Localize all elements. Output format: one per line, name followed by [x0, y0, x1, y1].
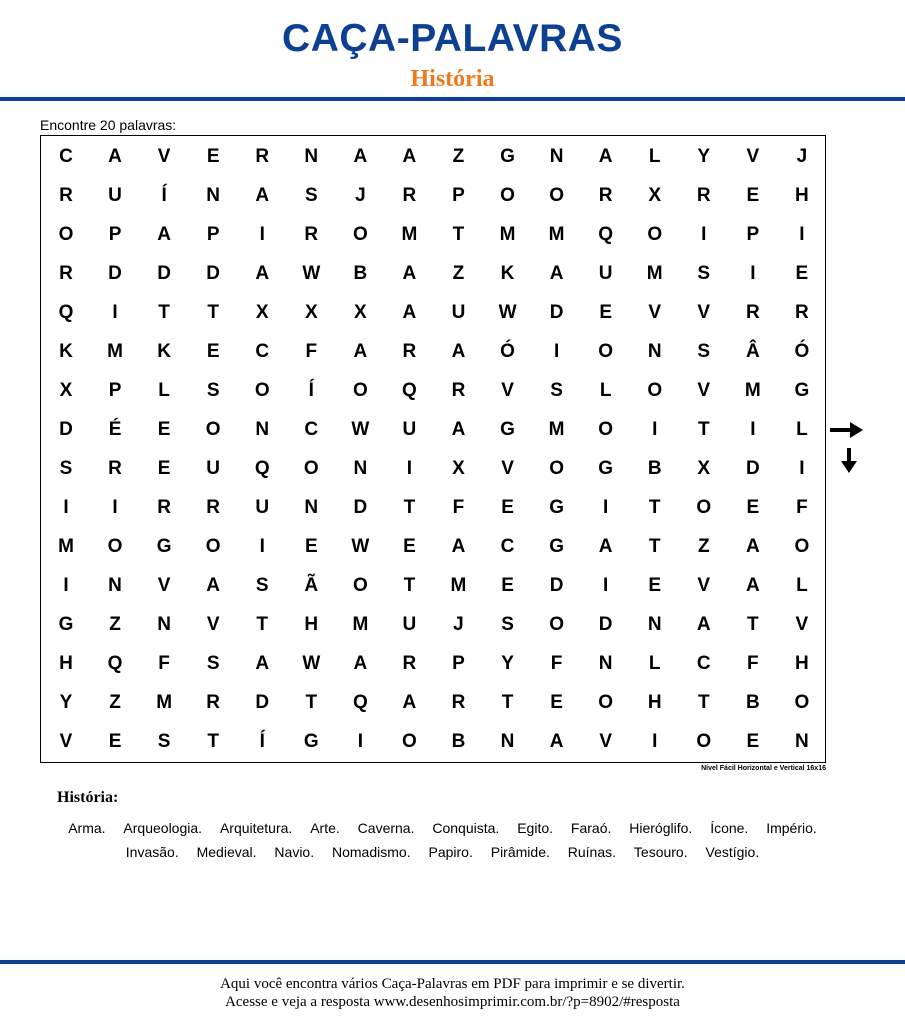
grid-letter: P	[746, 223, 760, 245]
grid-letter: A	[255, 653, 270, 675]
grid-letter: R	[206, 496, 221, 518]
grid-letter: V	[697, 575, 711, 597]
grid-letter: Ó	[794, 340, 810, 362]
grid-letter: A	[549, 731, 564, 753]
grid-letter: D	[255, 692, 270, 714]
grid-letter: E	[304, 536, 318, 557]
grid-letter: Q	[58, 301, 74, 323]
grid-letter: O	[549, 614, 564, 636]
grid-letter: E	[501, 496, 514, 518]
grid-letter: M	[646, 262, 663, 284]
grid-letter: E	[206, 145, 220, 167]
grid-letter: I	[112, 496, 118, 518]
word-list-item: Papiro.	[428, 844, 473, 860]
grid-letter: O	[696, 496, 712, 518]
word-list	[55, 816, 830, 864]
grid-letter: N	[647, 614, 662, 636]
grid-letter: J	[796, 145, 808, 167]
grid-letter: Y	[697, 145, 711, 167]
grid-letter: S	[697, 340, 711, 362]
page-title: CAÇA-PALAVRAS	[282, 17, 623, 60]
grid-letter: O	[549, 184, 564, 206]
grid-letter: C	[500, 536, 515, 557]
grid-letter: L	[796, 418, 808, 440]
grid-letter: E	[157, 457, 171, 479]
grid-letter: I	[63, 496, 69, 518]
grid-letter: B	[451, 731, 466, 753]
grid-letter: E	[403, 536, 416, 557]
grid-letter: X	[255, 301, 269, 323]
grid-letter: T	[403, 575, 416, 597]
grid-letter: T	[747, 614, 759, 636]
grid-letter: O	[352, 575, 368, 597]
grid-letter: U	[598, 262, 613, 284]
grid-letter: X	[452, 457, 465, 479]
grid-letter: Z	[452, 262, 465, 284]
grid-letter: L	[648, 145, 661, 167]
grid-letter: O	[794, 692, 810, 714]
grid-letter: I	[63, 575, 69, 597]
grid-letter: A	[108, 145, 122, 167]
grid-letter: S	[304, 184, 318, 206]
grid-letter: E	[108, 731, 122, 753]
grid-letter: S	[59, 457, 73, 479]
grid-letter: D	[108, 262, 122, 284]
grid-letter: Q	[254, 457, 270, 479]
grid-letter: N	[353, 457, 368, 479]
grid-letter: N	[549, 145, 564, 167]
grid-letter: M	[548, 418, 565, 440]
grid-letter: N	[108, 575, 122, 597]
grid-letter: D	[206, 262, 221, 284]
arrow-right-icon	[830, 421, 864, 439]
grid-letter: O	[205, 536, 221, 557]
grid-letter: B	[353, 262, 368, 284]
grid-letter: T	[452, 223, 465, 245]
grid-letter: S	[255, 575, 269, 597]
grid-letter: O	[794, 536, 810, 557]
grid-letter: A	[745, 575, 760, 597]
grid-letter: H	[795, 653, 809, 675]
grid-letter: S	[157, 731, 171, 753]
grid-letter: I	[799, 457, 805, 479]
grid-letter: I	[553, 340, 560, 362]
grid-letter: M	[744, 379, 761, 401]
grid-letter: N	[647, 340, 662, 362]
grid-letter: A	[451, 418, 466, 440]
grid-letter: Í	[308, 379, 314, 401]
grid-letter: I	[259, 223, 265, 245]
grid-letter: É	[108, 418, 122, 440]
grid-letter: L	[599, 379, 612, 401]
grid-letter: C	[59, 145, 73, 167]
grid-letter: G	[794, 379, 810, 401]
grid-letter: V	[648, 301, 662, 323]
grid-letter: R	[402, 184, 417, 206]
grid-letter: M	[548, 223, 565, 245]
word-list-item: Medieval.	[196, 844, 257, 860]
grid-letter: W	[351, 536, 370, 557]
grid-letter: Ã	[304, 575, 319, 597]
grid-letter: T	[501, 692, 514, 714]
grid-letter: O	[352, 223, 368, 245]
grid-letter: X	[59, 379, 73, 401]
grid-letter: H	[59, 653, 73, 675]
grid-letter: L	[648, 653, 661, 675]
grid-letter: G	[598, 457, 614, 479]
grid-letter: M	[401, 223, 418, 245]
grid-letter: V	[59, 731, 73, 753]
grid-letter: A	[745, 536, 760, 557]
grid-letter: T	[648, 496, 661, 518]
word-list-item: Egito.	[517, 820, 554, 836]
grid-letter: T	[207, 301, 219, 323]
grid-letter: N	[255, 418, 270, 440]
grid-letter: L	[796, 575, 808, 597]
grid-letter: V	[206, 614, 220, 636]
grid-letter: I	[603, 496, 609, 518]
grid-letter: Y	[59, 692, 73, 714]
grid-letter: N	[304, 496, 319, 518]
grid-letter: W	[351, 418, 370, 440]
word-list-item: Hieróglifo.	[629, 820, 693, 836]
grid-letter: P	[108, 223, 122, 245]
grid-letter: Í	[259, 731, 265, 753]
grid-letter: Q	[352, 692, 368, 714]
grid-letter: S	[550, 379, 563, 401]
grid-letter: G	[303, 731, 319, 753]
grid-letter: O	[647, 379, 663, 401]
grid-letter: T	[648, 536, 661, 557]
grid-letter: D	[59, 418, 73, 440]
word-list-item: Tesouro.	[633, 844, 688, 860]
grid-letter: R	[206, 692, 221, 714]
word-list-item: Império.	[766, 820, 817, 836]
grid-letter: A	[255, 262, 270, 284]
grid-letter: D	[549, 575, 564, 597]
grid-letter: A	[451, 340, 466, 362]
grid-letter: G	[156, 536, 172, 557]
word-list-item: Arqueologia.	[123, 820, 203, 836]
grid-letter: G	[58, 614, 74, 636]
grid-letter: E	[550, 692, 563, 714]
grid-letter: W	[498, 301, 517, 323]
grid-letter: R	[255, 145, 270, 167]
grid-letter: A	[255, 184, 270, 206]
level-label: Nível Fácil Horizontal e Vertical 16x16	[701, 765, 826, 772]
grid-letter: N	[795, 731, 809, 753]
grid-letter: E	[648, 575, 662, 597]
word-list-item: Nomadismo.	[332, 844, 411, 860]
arrow-down-icon	[840, 448, 858, 474]
footer-divider	[0, 960, 905, 964]
footer-line-1: Aqui você encontra vários Caça-Palavras em PDF para imprimir e se divertir.	[220, 976, 685, 992]
grid-letter: Z	[109, 614, 121, 636]
grid-letter: G	[549, 536, 564, 557]
grid-letter: D	[549, 301, 564, 323]
grid-letter: X	[354, 301, 367, 323]
word-list-item: Arquitetura.	[219, 820, 293, 836]
grid-letter: A	[353, 653, 368, 675]
grid-letter: F	[747, 653, 759, 675]
grid-letter: Q	[402, 379, 417, 401]
grid-letter: C	[255, 340, 270, 362]
word-search-grid	[40, 135, 826, 763]
grid-letter: I	[259, 536, 265, 557]
grid-letter: R	[304, 223, 319, 245]
grid-letter: N	[500, 731, 515, 753]
grid-letter: Ó	[500, 340, 515, 362]
word-list-item: Invasão.	[125, 844, 179, 860]
grid-letter: D	[598, 614, 613, 636]
grid-letter: T	[158, 301, 170, 323]
grid-letter: V	[501, 457, 514, 479]
word-list-item: Caverna.	[357, 820, 415, 836]
word-list-item: Conquista.	[432, 820, 500, 836]
grid-letter: E	[746, 184, 760, 206]
grid-letter: O	[352, 379, 368, 401]
word-list-item: Ícone.	[710, 820, 749, 836]
grid-letter: W	[302, 653, 321, 675]
grid-letter: I	[652, 418, 658, 440]
grid-letter: R	[59, 184, 73, 206]
grid-letter: O	[303, 457, 319, 479]
grid-letter: K	[59, 340, 73, 362]
grid-letter: O	[598, 340, 614, 362]
footer-line-2: Acesse e veja a resposta www.desenhosimprimir.com.br/?p=8902/#resposta	[225, 994, 680, 1010]
grid-letter: H	[647, 692, 662, 714]
grid-letter: O	[696, 731, 712, 753]
grid-letter: I	[406, 457, 413, 479]
grid-letter: O	[647, 223, 663, 245]
grid-letter: D	[157, 262, 171, 284]
grid-letter: Z	[452, 145, 465, 167]
grid-letter: O	[598, 692, 614, 714]
grid-letter: I	[357, 731, 363, 753]
grid-letter: P	[108, 379, 122, 401]
grid-letter: V	[697, 379, 711, 401]
grid-letter: X	[697, 457, 711, 479]
grid-letter: A	[353, 340, 368, 362]
grid-letter: X	[648, 184, 662, 206]
grid-letter: D	[745, 457, 760, 479]
grid-letter: N	[206, 184, 221, 206]
grid-letter: V	[795, 614, 809, 636]
grid-letter: V	[501, 379, 514, 401]
grid-letter: S	[206, 379, 220, 401]
grid-letter: E	[795, 262, 809, 284]
grid-letter: U	[255, 496, 270, 518]
grid-letter: J	[453, 614, 464, 636]
grid-letter: V	[157, 575, 171, 597]
grid-letter: R	[696, 184, 711, 206]
grid-letter: O	[549, 457, 564, 479]
grid-letter: R	[402, 653, 417, 675]
grid-letter: U	[451, 301, 466, 323]
grid-letter: Z	[109, 692, 121, 714]
grid-letter: R	[451, 379, 466, 401]
grid-letter: T	[697, 692, 710, 714]
grid-letter: O	[58, 223, 74, 245]
grid-letter: M	[499, 223, 516, 245]
grid-letter: A	[206, 575, 221, 597]
word-list-item: Faraó.	[570, 820, 612, 836]
grid-letter: I	[603, 575, 609, 597]
grid-letter: A	[451, 536, 466, 557]
grid-letter: E	[599, 301, 612, 323]
grid-letter: A	[402, 262, 417, 284]
grid-letter: A	[353, 145, 368, 167]
grid-letter: E	[501, 575, 514, 597]
grid-letter: A	[696, 614, 711, 636]
grid-letter: O	[598, 418, 614, 440]
grid-letter: S	[697, 262, 711, 284]
grid-letter: N	[157, 614, 171, 636]
grid-letter: Z	[697, 536, 710, 557]
grid-letter: V	[599, 731, 612, 753]
grid-letter: F	[158, 653, 170, 675]
grid-letter: A	[598, 536, 613, 557]
grid-letter: M	[107, 340, 123, 362]
grid-letter: R	[795, 301, 809, 323]
grid-letter: G	[500, 145, 515, 167]
grid-letter: Y	[501, 653, 514, 675]
grid-letter: Q	[107, 653, 123, 675]
grid-letter: P	[452, 653, 465, 675]
grid-letter: I	[652, 731, 658, 753]
grid-letter: H	[795, 184, 809, 206]
grid-letter: T	[305, 692, 318, 714]
grid-letter: F	[452, 496, 465, 518]
grid-letter: E	[746, 731, 760, 753]
grid-letter: V	[697, 301, 711, 323]
grid-letter: G	[500, 418, 515, 440]
instruction-text: Encontre 20 palavras:	[40, 117, 177, 133]
page-subtitle: História	[410, 66, 495, 92]
word-list-title: História:	[57, 789, 119, 806]
grid-letter: I	[701, 223, 707, 245]
word-list-item: Arte.	[310, 820, 340, 836]
grid-letter: T	[697, 418, 710, 440]
grid-letter: O	[107, 536, 123, 557]
word-list-item: Arma.	[68, 820, 106, 836]
grid-letter: A	[402, 301, 417, 323]
grid-letter: R	[157, 496, 171, 518]
grid-letter: R	[59, 262, 73, 284]
grid-letter: L	[158, 379, 170, 401]
grid-letter: M	[58, 536, 74, 557]
grid-letter: F	[305, 340, 318, 362]
grid-letter: R	[598, 184, 613, 206]
grid-letter: B	[647, 457, 662, 479]
grid-letter: E	[746, 496, 760, 518]
grid-letter: Í	[161, 184, 167, 206]
grid-letter: E	[157, 418, 171, 440]
grid-letter: F	[550, 653, 563, 675]
grid-letter: A	[598, 145, 613, 167]
grid-letter: V	[157, 145, 171, 167]
grid-letter: R	[108, 457, 122, 479]
grid-letter: I	[750, 418, 756, 440]
grid-letter: R	[402, 340, 417, 362]
grid-letter: M	[450, 575, 467, 597]
grid-letter: A	[549, 262, 564, 284]
grid-letter: N	[304, 145, 319, 167]
grid-letter: C	[304, 418, 319, 440]
grid-letter: B	[745, 692, 760, 714]
grid-letter: T	[256, 614, 269, 636]
grid-letter: I	[799, 223, 805, 245]
grid-letter: X	[304, 301, 318, 323]
grid-letter: U	[206, 457, 221, 479]
grid-letter: Q	[598, 223, 614, 245]
grid-letter: U	[402, 418, 417, 440]
grid-letter: O	[254, 379, 270, 401]
grid-letter: O	[500, 184, 515, 206]
word-list-item: Vestígio.	[705, 844, 760, 860]
grid-letter: W	[302, 262, 321, 284]
grid-letter: P	[206, 223, 220, 245]
grid-letter: A	[402, 145, 417, 167]
grid-letter: J	[355, 184, 366, 206]
word-list-item: Ruínas.	[567, 844, 617, 860]
word-list-item: Pirâmide.	[490, 844, 550, 860]
grid-letter: R	[451, 692, 466, 714]
grid-letter: A	[402, 692, 417, 714]
grid-letter: M	[156, 692, 173, 714]
grid-letter: T	[403, 496, 416, 518]
grid-letter: O	[205, 418, 221, 440]
grid-letter: G	[549, 496, 564, 518]
grid-letter: I	[112, 301, 118, 323]
grid-letter: K	[500, 262, 515, 284]
grid-letter: U	[108, 184, 122, 206]
grid-letter: E	[206, 340, 220, 362]
grid-letter: V	[746, 145, 760, 167]
grid-letter: P	[452, 184, 465, 206]
grid-letter: F	[796, 496, 808, 518]
grid-letter: N	[598, 653, 613, 675]
grid-letter: U	[402, 614, 417, 636]
header-divider	[0, 97, 905, 101]
grid-letter: R	[745, 301, 760, 323]
grid-letter: O	[402, 731, 417, 753]
grid-letter: T	[207, 731, 219, 753]
grid-letter: M	[352, 614, 369, 636]
grid-letter: C	[696, 653, 711, 675]
grid-letter: I	[750, 262, 756, 284]
grid-letter: S	[206, 653, 220, 675]
grid-letter: S	[501, 614, 514, 636]
grid-letter: Â	[745, 340, 760, 362]
grid-letter: H	[304, 614, 319, 636]
grid-letter: D	[353, 496, 368, 518]
word-list-item: Navio.	[274, 844, 315, 860]
grid-letter: A	[157, 223, 171, 245]
grid-letter: K	[157, 340, 171, 362]
